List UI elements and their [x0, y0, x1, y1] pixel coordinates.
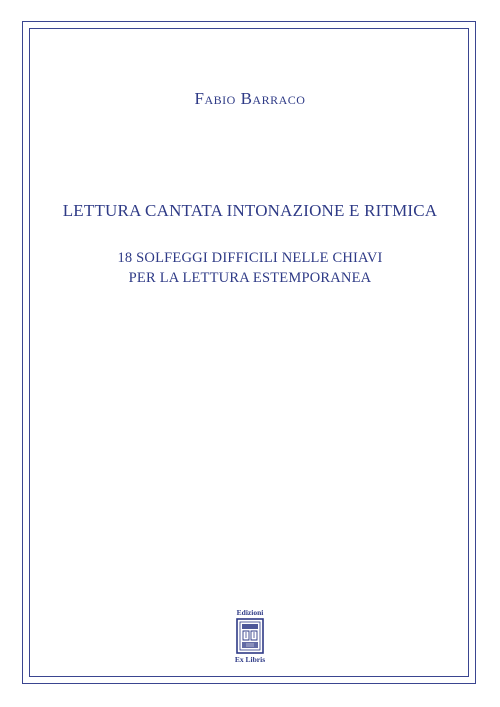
publisher-bottom-label: Ex Libris	[234, 655, 266, 664]
author-name: Fabio Barraco	[194, 89, 306, 108]
publisher-seal-icon	[236, 618, 264, 654]
publisher-logo	[229, 608, 271, 680]
book-title: LETTURA CANTATA INTONAZIONE E RITMICA	[62, 201, 438, 220]
subtitle-line-1: 18 SOLFEGGI DIFFICILI NELLE CHIAVI	[117, 250, 383, 266]
subtitle-line-2: PER LA LETTURA ESTEMPORANEA	[128, 270, 372, 286]
inner-border-frame	[29, 28, 469, 677]
publisher-top-label: Edizioni	[236, 608, 264, 617]
